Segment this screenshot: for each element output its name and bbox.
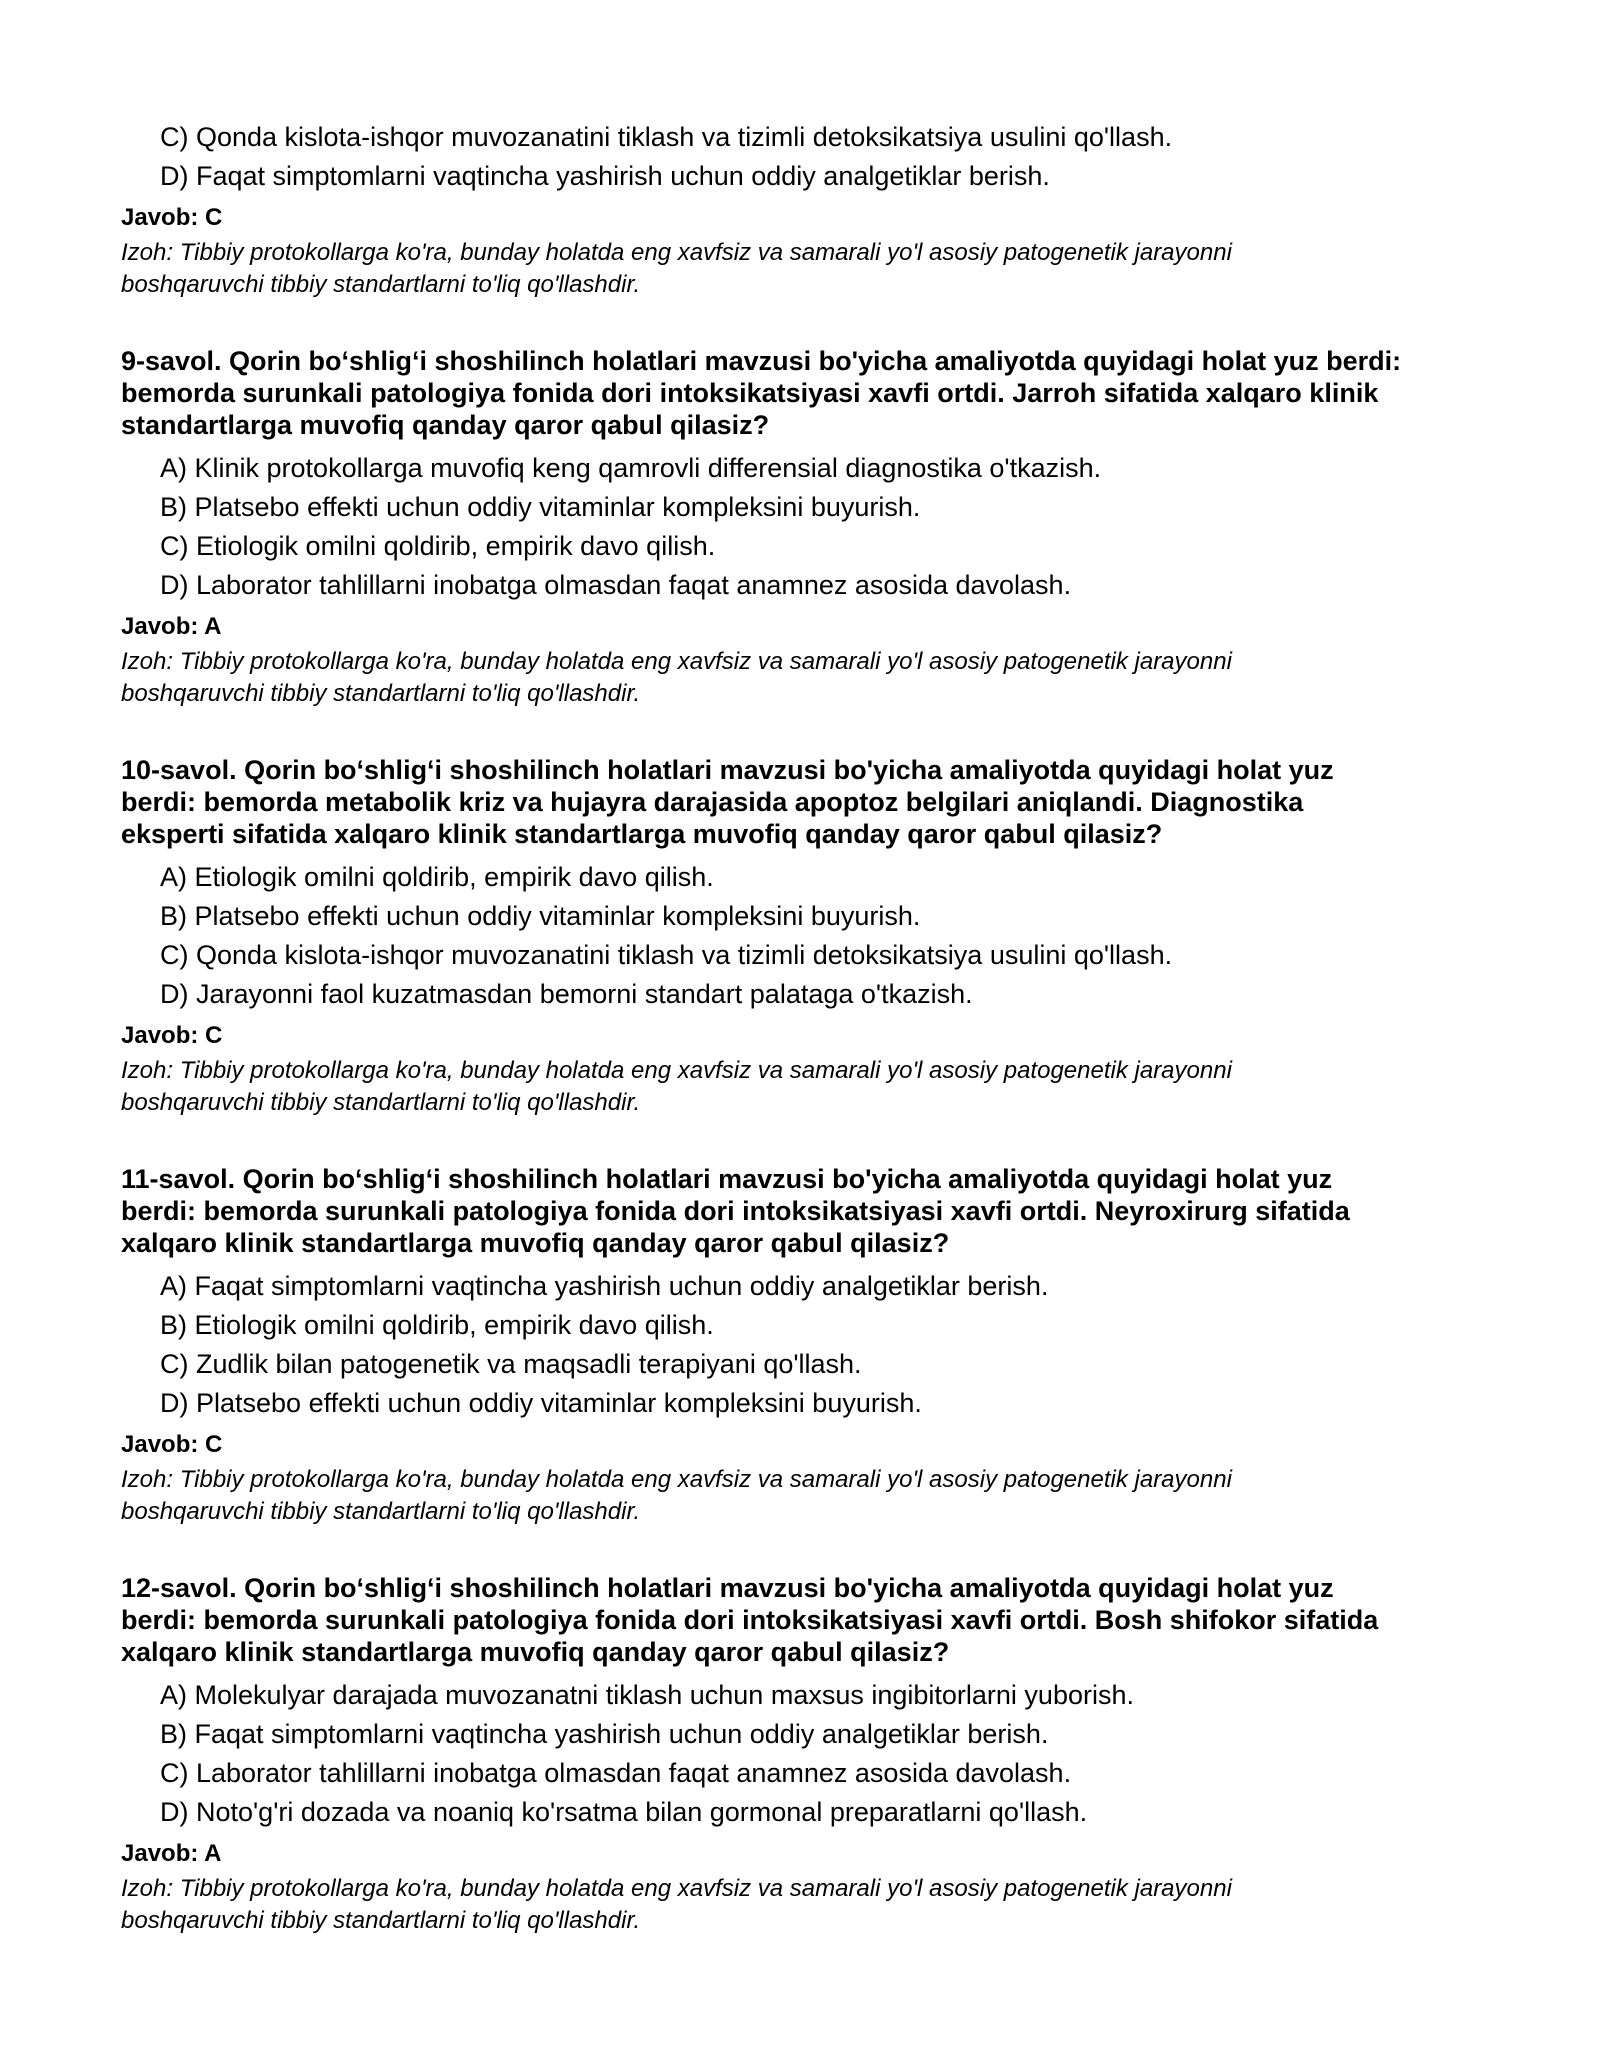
answer-option-a: A) Klinik protokollarga muvofiq keng qamrovli differensial diagnostika o'tkazish. bbox=[160, 453, 1102, 483]
answer-option: D) Faqat simptomlarni vaqtincha yashirish uchun oddiy analgetiklar berish. bbox=[160, 161, 1050, 191]
answer-option-d: D) Jarayonni faol kuzatmasdan bemorni standart palataga o'tkazish. bbox=[160, 979, 973, 1009]
explanation bbox=[121, 237, 1481, 301]
answer-option-d: D) Platsebo effekti uchun oddiy vitaminlar kompleksini buyurish. bbox=[160, 1388, 922, 1418]
document-page bbox=[121, 118, 1481, 1937]
question-title bbox=[121, 1572, 1481, 1668]
question-title-line: 11-savol. Qorin bo‘shlig‘i shoshilinch holatlari mavzusi bo'yicha amaliyotda quyidagi holat yuz bbox=[121, 1164, 1333, 1194]
explanation bbox=[121, 1873, 1481, 1937]
correct-answer: Javob: A bbox=[121, 613, 222, 640]
correct-answer: Javob: C bbox=[121, 1022, 223, 1049]
answer-option-c: C) Zudlik bilan patogenetik va maqsadli terapiyani qo'llash. bbox=[160, 1349, 862, 1379]
question-title-line: standartlarga muvofiq qanday qaror qabul qilasiz? bbox=[121, 410, 770, 440]
question-block-9 bbox=[121, 345, 1481, 710]
question-8-tail bbox=[121, 118, 1481, 301]
question-title-line: berdi: bemorda surunkali patologiya fonida dori intoksikatsiyasi xavfi ortdi. Bosh shifokor sifatida bbox=[121, 1605, 1379, 1635]
explanation bbox=[121, 1464, 1481, 1528]
explanation bbox=[121, 1055, 1481, 1119]
explanation-line: Izoh: Tibbiy protokollarga ko'ra, bunday holatda eng xavfsiz va samarali yo'l asosiy patogenetik jarayonni bbox=[121, 239, 1232, 266]
correct-answer: Javob: C bbox=[121, 204, 223, 231]
answer-option-a: A) Molekulyar darajada muvozanatni tiklash uchun maxsus ingibitorlarni yuborish. bbox=[160, 1680, 1134, 1710]
answer-option-d: D) Laborator tahlillarni inobatga olmasdan faqat anamnez asosida davolash. bbox=[160, 570, 1072, 600]
question-title-line: berdi: bemorda surunkali patologiya fonida dori intoksikatsiyasi xavfi ortdi. Neyroxirurg sifatida bbox=[121, 1196, 1350, 1226]
explanation-line: boshqaruvchi tibbiy standartlarni to'liq qo'llashdir. bbox=[121, 271, 641, 298]
answer-option-c: C) Etiologik omilni qoldirib, empirik davo qilish. bbox=[160, 531, 716, 561]
question-title-line: 9-savol. Qorin bo‘shlig‘i shoshilinch holatlari mavzusi bo'yicha amaliyotda quyidagi holat yuz berdi: bbox=[121, 346, 1402, 376]
answer-option-a: A) Faqat simptomlarni vaqtincha yashirish uchun oddiy analgetiklar berish. bbox=[160, 1271, 1049, 1301]
question-title-line: xalqaro klinik standartlarga muvofiq qanday qaror qabul qilasiz? bbox=[121, 1637, 950, 1667]
question-block-11 bbox=[121, 1163, 1481, 1528]
explanation-line: Izoh: Tibbiy protokollarga ko'ra, bunday holatda eng xavfsiz va samarali yo'l asosiy patogenetik jarayonni bbox=[121, 648, 1232, 675]
question-title-line: xalqaro klinik standartlarga muvofiq qanday qaror qabul qilasiz? bbox=[121, 1228, 950, 1258]
question-title bbox=[121, 754, 1481, 850]
explanation-line: Izoh: Tibbiy protokollarga ko'ra, bunday holatda eng xavfsiz va samarali yo'l asosiy patogenetik jarayonni bbox=[121, 1057, 1232, 1084]
answer-option-b: B) Platsebo effekti uchun oddiy vitaminlar kompleksini buyurish. bbox=[160, 901, 921, 931]
answer-option-b: B) Platsebo effekti uchun oddiy vitaminlar kompleksini buyurish. bbox=[160, 492, 921, 522]
explanation-line: boshqaruvchi tibbiy standartlarni to'liq qo'llashdir. bbox=[121, 1498, 641, 1525]
explanation-line: boshqaruvchi tibbiy standartlarni to'liq qo'llashdir. bbox=[121, 680, 641, 707]
question-title-line: 12-savol. Qorin bo‘shlig‘i shoshilinch holatlari mavzusi bo'yicha amaliyotda quyidagi holat yuz bbox=[121, 1573, 1334, 1603]
answer-option-d: D) Noto'g'ri dozada va noaniq ko'rsatma bilan gormonal preparatlarni qo'llash. bbox=[160, 1797, 1088, 1827]
correct-answer: Javob: C bbox=[121, 1431, 223, 1458]
answer-option-c: C) Qonda kislota-ishqor muvozanatini tiklash va tizimli detoksikatsiya usulini qo'llash. bbox=[160, 940, 1173, 970]
explanation-line: boshqaruvchi tibbiy standartlarni to'liq qo'llashdir. bbox=[121, 1089, 641, 1116]
answer-option-a: A) Etiologik omilni qoldirib, empirik davo qilish. bbox=[160, 862, 714, 892]
question-title-line: 10-savol. Qorin bo‘shlig‘i shoshilinch holatlari mavzusi bo'yicha amaliyotda quyidagi holat yuz bbox=[121, 755, 1334, 785]
question-title-line: berdi: bemorda metabolik kriz va hujayra darajasida apoptoz belgilari aniqlandi. Diagnostika bbox=[121, 787, 1304, 817]
answer-option: C) Qonda kislota-ishqor muvozanatini tiklash va tizimli detoksikatsiya usulini qo'llash. bbox=[160, 122, 1173, 152]
question-title-line: eksperti sifatida xalqaro klinik standartlarga muvofiq qanday qaror qabul qilasiz? bbox=[121, 819, 1163, 849]
explanation bbox=[121, 646, 1481, 710]
explanation-line: boshqaruvchi tibbiy standartlarni to'liq qo'llashdir. bbox=[121, 1907, 641, 1934]
question-block-12 bbox=[121, 1572, 1481, 1937]
answer-option-c: C) Laborator tahlillarni inobatga olmasdan faqat anamnez asosida davolash. bbox=[160, 1758, 1072, 1788]
question-block-10 bbox=[121, 754, 1481, 1119]
question-title bbox=[121, 345, 1481, 441]
question-title bbox=[121, 1163, 1481, 1259]
answer-option-b: B) Faqat simptomlarni vaqtincha yashirish uchun oddiy analgetiklar berish. bbox=[160, 1719, 1049, 1749]
question-title-line: bemorda surunkali patologiya fonida dori intoksikatsiyasi xavfi ortdi. Jarroh sifatida xalqaro klinik bbox=[121, 378, 1379, 408]
explanation-line: Izoh: Tibbiy protokollarga ko'ra, bunday holatda eng xavfsiz va samarali yo'l asosiy patogenetik jarayonni bbox=[121, 1466, 1232, 1493]
correct-answer: Javob: A bbox=[121, 1840, 222, 1867]
answer-option-b: B) Etiologik omilni qoldirib, empirik davo qilish. bbox=[160, 1310, 714, 1340]
explanation-line: Izoh: Tibbiy protokollarga ko'ra, bunday holatda eng xavfsiz va samarali yo'l asosiy patogenetik jarayonni bbox=[121, 1875, 1232, 1902]
